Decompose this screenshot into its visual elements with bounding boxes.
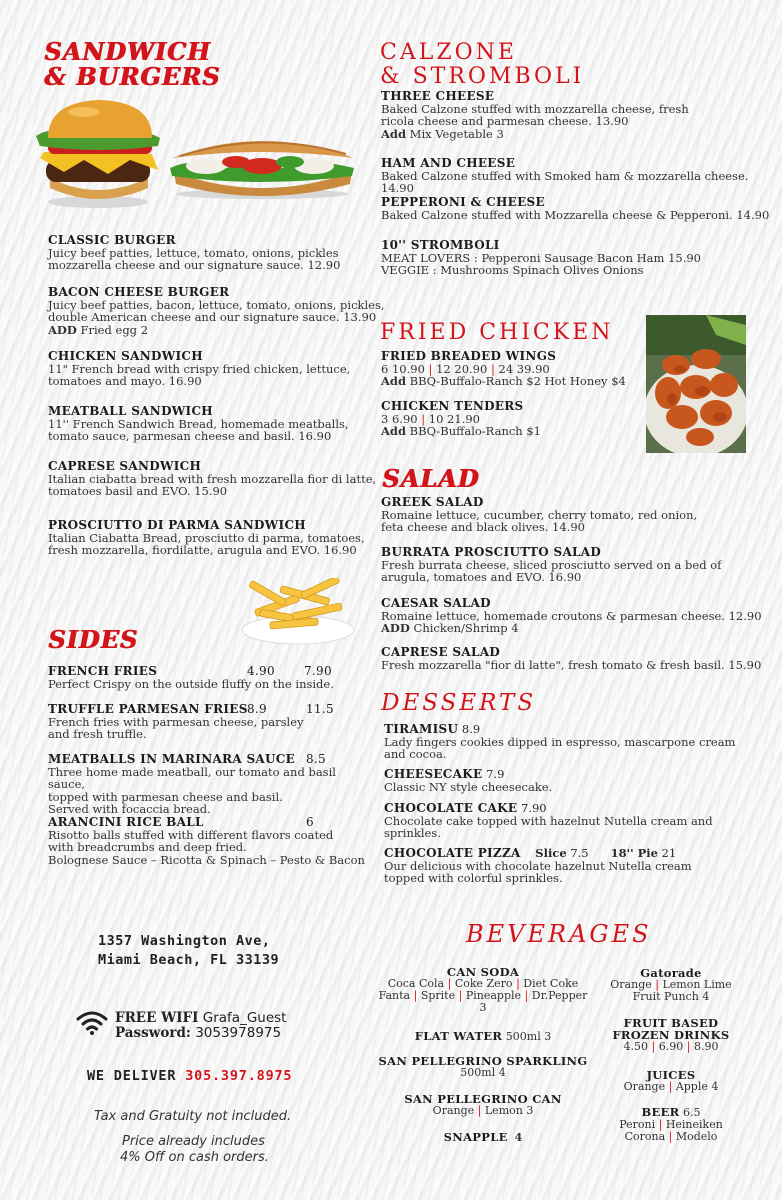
address: 1357 Washington Ave, Miami Beach, FL 33139 — [98, 933, 280, 968]
addon-line: Add Mix Vegetable 3 — [381, 126, 504, 141]
menu-item-cheesecake: CHEESECAKE 7.9 Classic NY style cheesecake. — [384, 767, 553, 794]
menu-item-fried-wings: FRIED BREADED WINGS 6 10.90 | 12 20.90 | 24 39.90 Add BBQ-Buffalo-Ranch $2 Hot Honey $4 — [381, 349, 626, 388]
addon-line: ADD Chicken/Shrimp 4 — [381, 621, 519, 635]
beverage-frozen-drinks: FRUIT BASED FROZEN DRINKS 4.50 | 6.90 | 8.90 — [612, 1016, 730, 1053]
menu-item-prosciutto-sandwich: PROSCIUTTO DI PARMA SANDWICH Italian Ciabatta Bread, prosciutto di parma, tomatoes, fresh mozzarella, fiordilatte, arugula and EVO. 16.90 — [48, 518, 365, 557]
addon-line: ADD Fried egg 2 — [48, 322, 149, 337]
beverage-gatorade: Gatorade Orange | Lemon Lime Fruit Punch 4 — [610, 966, 732, 1003]
beverage-san-pellegrino-sparkling: SAN PELLEGRINO SPARKLING 500ml 4 — [378, 1054, 588, 1079]
wings-image — [646, 315, 746, 453]
calzone-title: CALZONE & STROMBOLI — [380, 40, 585, 89]
menu-item-chicken-tenders: CHICKEN TENDERS 3 6.90 | 10 21.90 Add BBQ-Buffalo-Ranch $1 — [381, 399, 542, 438]
menu-item-greek-salad: GREEK SALAD Romaine lettuce, cucumber, cherry tomato, red onion, feta cheese and black olives. 14.90 — [381, 495, 698, 534]
tax-note: Tax and Gratuity not included. — [94, 1109, 292, 1124]
menu-item-arancini: ARANCINI RICE BALL 6 Risotto balls stuffed with different flavors coated with breadcrumbs and deep fried. Bolognese Sauce – Ricotta & Spinach – Pesto & Bacon — [48, 815, 365, 867]
fries-image — [240, 578, 358, 646]
beverage-snapple: SNAPPLE 4 — [443, 1130, 523, 1144]
menu-item-meatballs-marinara: MEATBALLS IN MARINARA SAUCE 8.5 Three home made meatball, our tomato and basil sauce, topped with parmesan cheese and basil. Served with focaccia bread. — [48, 752, 336, 816]
wifi-icon — [76, 1010, 108, 1036]
menu-item-burrata-salad: BURRATA PROSCIUTTO SALAD Fresh burrata cheese, sliced prosciutto served on a bed of arugula, tomatoes and EVO. 16.90 — [381, 545, 722, 584]
menu-item-caesar-salad: CAESAR SALAD Romaine lettuce, homemade croutons & parmesan cheese. 12.90 ADD Chicken/Shrimp 4 — [381, 596, 762, 635]
desserts-title: DESSERTS — [381, 690, 537, 716]
menu-item-stromboli: 10'' STROMBOLI MEAT LOVERS : Pepperoni Sausage Bacon Ham 15.90 VEGGIE : Mushrooms Spinach Olives Onions — [381, 238, 701, 277]
beverages-title: BEVERAGES — [466, 920, 652, 948]
menu-item-ham-cheese-calzone: HAM AND CHEESE Baked Calzone stuffed with Smoked ham & mozzarella cheese. 14.90 — [381, 156, 749, 195]
beverage-san-pellegrino-can: SAN PELLEGRINO CAN Orange | Lemon 3 — [404, 1092, 562, 1117]
sub-sandwich-image — [166, 128, 358, 200]
sandwiches-title: SANDWICH & BURGERS — [44, 37, 221, 91]
addon-line: Add BBQ-Buffalo-Ranch $1 — [381, 424, 542, 438]
menu-item-chocolate-cake: CHOCOLATE CAKE 7.90 Chocolate cake topped with hazelnut Nutella cream and sprinkles. — [384, 801, 713, 840]
menu-item-french-fries: FRENCH FRIES 4.90 7.90 Perfect Crispy on the outside fluffy on the inside. — [48, 664, 334, 691]
menu-item-caprese-sandwich: CAPRESE SANDWICH Italian ciabatta bread with fresh mozzarella fior di latte, tomatoes basil and EVO. 15.90 — [48, 459, 377, 498]
delivery-info: WE DELIVER 305.397.8975 — [87, 1068, 293, 1084]
salad-title: SALAD — [382, 464, 480, 493]
delivery-phone[interactable]: 305.397.8975 — [185, 1068, 293, 1084]
addon-line: Add BBQ-Buffalo-Ranch $2 Hot Honey $4 — [381, 374, 626, 388]
beverage-flat-water: FLAT WATER 500ml 3 — [414, 1029, 552, 1043]
menu-item-three-cheese-calzone: THREE CHEESE Baked Calzone stuffed with mozzarella cheese, fresh ricola cheese and parmesan cheese. 13.90 Add Mix Vegetable 3 — [381, 89, 689, 141]
menu-item-pepperoni-calzone: PEPPERONI & CHEESE Baked Calzone stuffed with Mozzarella cheese & Pepperoni. 14.90 — [381, 195, 770, 222]
beverage-beer: BEER 6.5 Peroni | Heineiken Corona | Modelo — [619, 1105, 723, 1143]
wifi-info: FREE WIFI Grafa_Guest Password: 3053978975 — [115, 1010, 287, 1041]
sides-title: SIDES — [48, 625, 138, 654]
menu-item-truffle-fries: TRUFFLE PARMESAN FRIES 8.9 11.5 French fries with parmesan cheese, parsley and fresh truffle. — [48, 702, 334, 741]
menu-item-chocolate-pizza: CHOCOLATE PIZZA Slice 7.5 18'' Pie 21 Our delicious with chocolate hazelnut Nutella cream topped with colorful sprinkles. — [384, 846, 692, 885]
cash-note: Price already includes 4% Off on cash orders. — [120, 1134, 269, 1165]
beverage-can-soda: CAN SODA Coca Cola | Coke Zero | Diet Coke Fanta | Sprite | Pineapple | Dr.Pepper 3 — [378, 965, 588, 1014]
menu-item-chicken-sandwich: CHICKEN SANDWICH 11" French bread with crispy fried chicken, lettuce, tomatoes and mayo. 16.90 — [48, 349, 351, 388]
menu-item-meatball-sandwich: MEATBALL SANDWICH 11'' French Sandwich Bread, homemade meatballs, tomato sauce, parmesan cheese and basil. 16.90 — [48, 404, 349, 443]
menu-item-caprese-salad: CAPRESE SALAD Fresh mozzarella "fior di latte", fresh tomato & fresh basil. 15.90 — [381, 645, 762, 672]
menu-item-bacon-cheese-burger: BACON CHEESE BURGER Juicy beef patties, bacon, lettuce, tomato, onions, pickles, double American cheese and our signature sauce. 13.90 ADD Fried egg 2 — [48, 285, 385, 337]
menu-item-tiramisu: TIRAMISU 8.9 Lady fingers cookies dipped in espresso, mascarpone cream and cocoa. — [384, 722, 736, 761]
burger-image — [34, 98, 166, 210]
menu-item-classic-burger: CLASSIC BURGER Juicy beef patties, lettuce, tomato, onions, pickles mozzarella cheese and our signature sauce. 12.90 — [48, 233, 341, 272]
beverage-juices: JUICES Orange | Apple 4 — [623, 1068, 719, 1093]
fried-chicken-title: FRIED CHICKEN — [380, 320, 614, 345]
